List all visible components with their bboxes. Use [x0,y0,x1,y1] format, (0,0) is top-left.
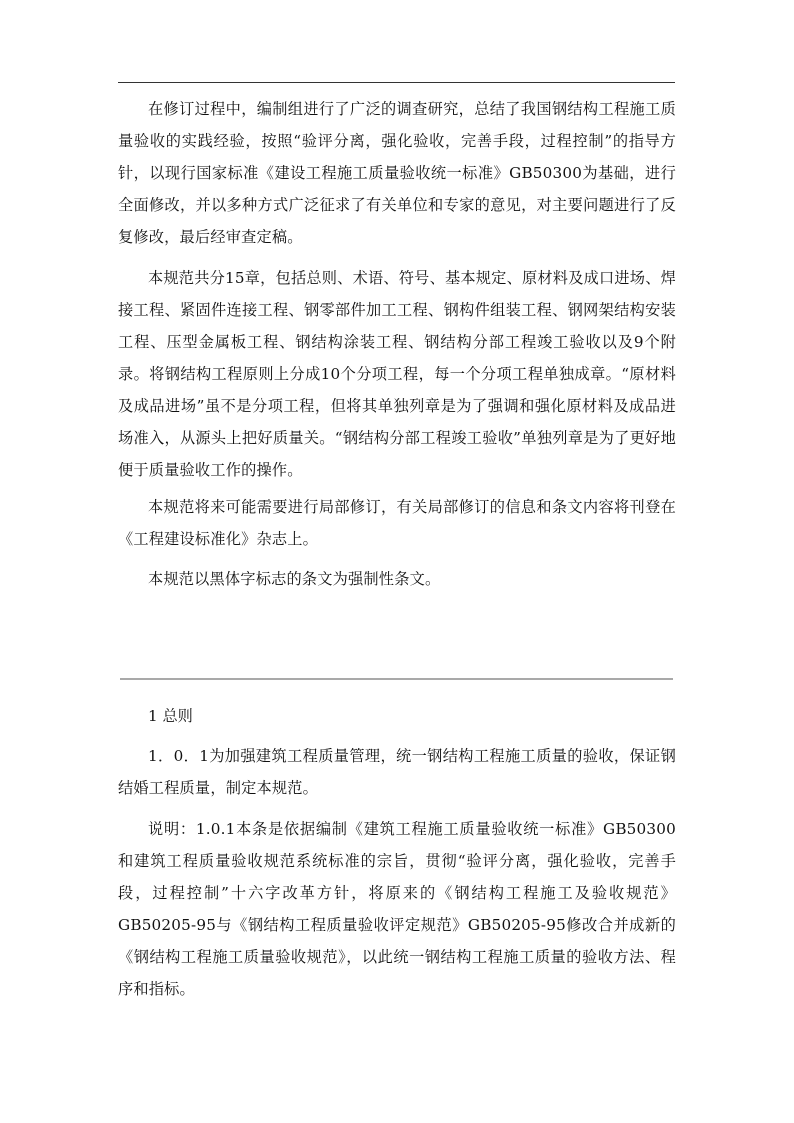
chapter-heading: 1 总则 [148,707,193,725]
preface-paragraph-4: 本规范以黑体字标志的条文为强制性条文。 [148,570,441,588]
section-divider [120,678,673,680]
clause-explanation: 说明：1.0.1本条是依据编制《建筑工程施工质量验收统一标准》GB50300和建筑工程质量验收规范系统标准的宗旨，贯彻“验评分离，强化验收，完善手段，过程控制”十六字改革方针，将原来的《钢结构工程施工及验收规范》GB50205-95与《钢结构工程质量验收评定规范》GB50205-95修改合并成新的《钢结构工程施工质量验收规范》，以此统一钢结构工程施工质量的验收方法、程序和指标。 [118,820,676,998]
preface-paragraph-1: 在修订过程中，编制组进行了广泛的调查研究，总结了我国钢结构工程施工质量验收的实践经验，按照“验评分离，强化验收，完善手段，过程控制”的指导方针，以现行国家标准《建设工程施工质量验收统一标准》GB50300为基础，进行全面修改，并以多种方式广泛征求了有关单位和专家的意见，对主要问题进行了反复修改，最后经审查定稿。 [118,100,676,246]
top-rule [118,82,675,83]
preface-paragraph-3: 本规范将来可能需要进行局部修订，有关局部修订的信息和条文内容将刊登在《工程建设标准化》杂志上。 [118,498,676,548]
clause-1-0-1: 1．0．1为加强建筑工程质量管理，统一钢结构工程施工质量的验收，保证钢结婚工程质量，制定本规范。 [118,747,676,797]
preface-paragraph-2: 本规范共分15章，包括总则、术语、符号、基本规定、原材料及成口进场、焊接工程、紧固件连接工程、钢零部件加工工程、钢构件组装工程、钢网架结构安装工程、压型金属板工程、钢结构涂装工程、钢结构分部工程竣工验收以及9个附录。将钢结构工程原则上分成10个分项工程，每一个分项工程单独成章。“原材料及成品进场”虽不是分项工程，但将其单独列章是为了强调和强化原材料及成品进场准入，从源头上把好质量关。“钢结构分部工程竣工验收”单独列章是为了更好地便于质量验收工作的操作。 [118,269,676,479]
